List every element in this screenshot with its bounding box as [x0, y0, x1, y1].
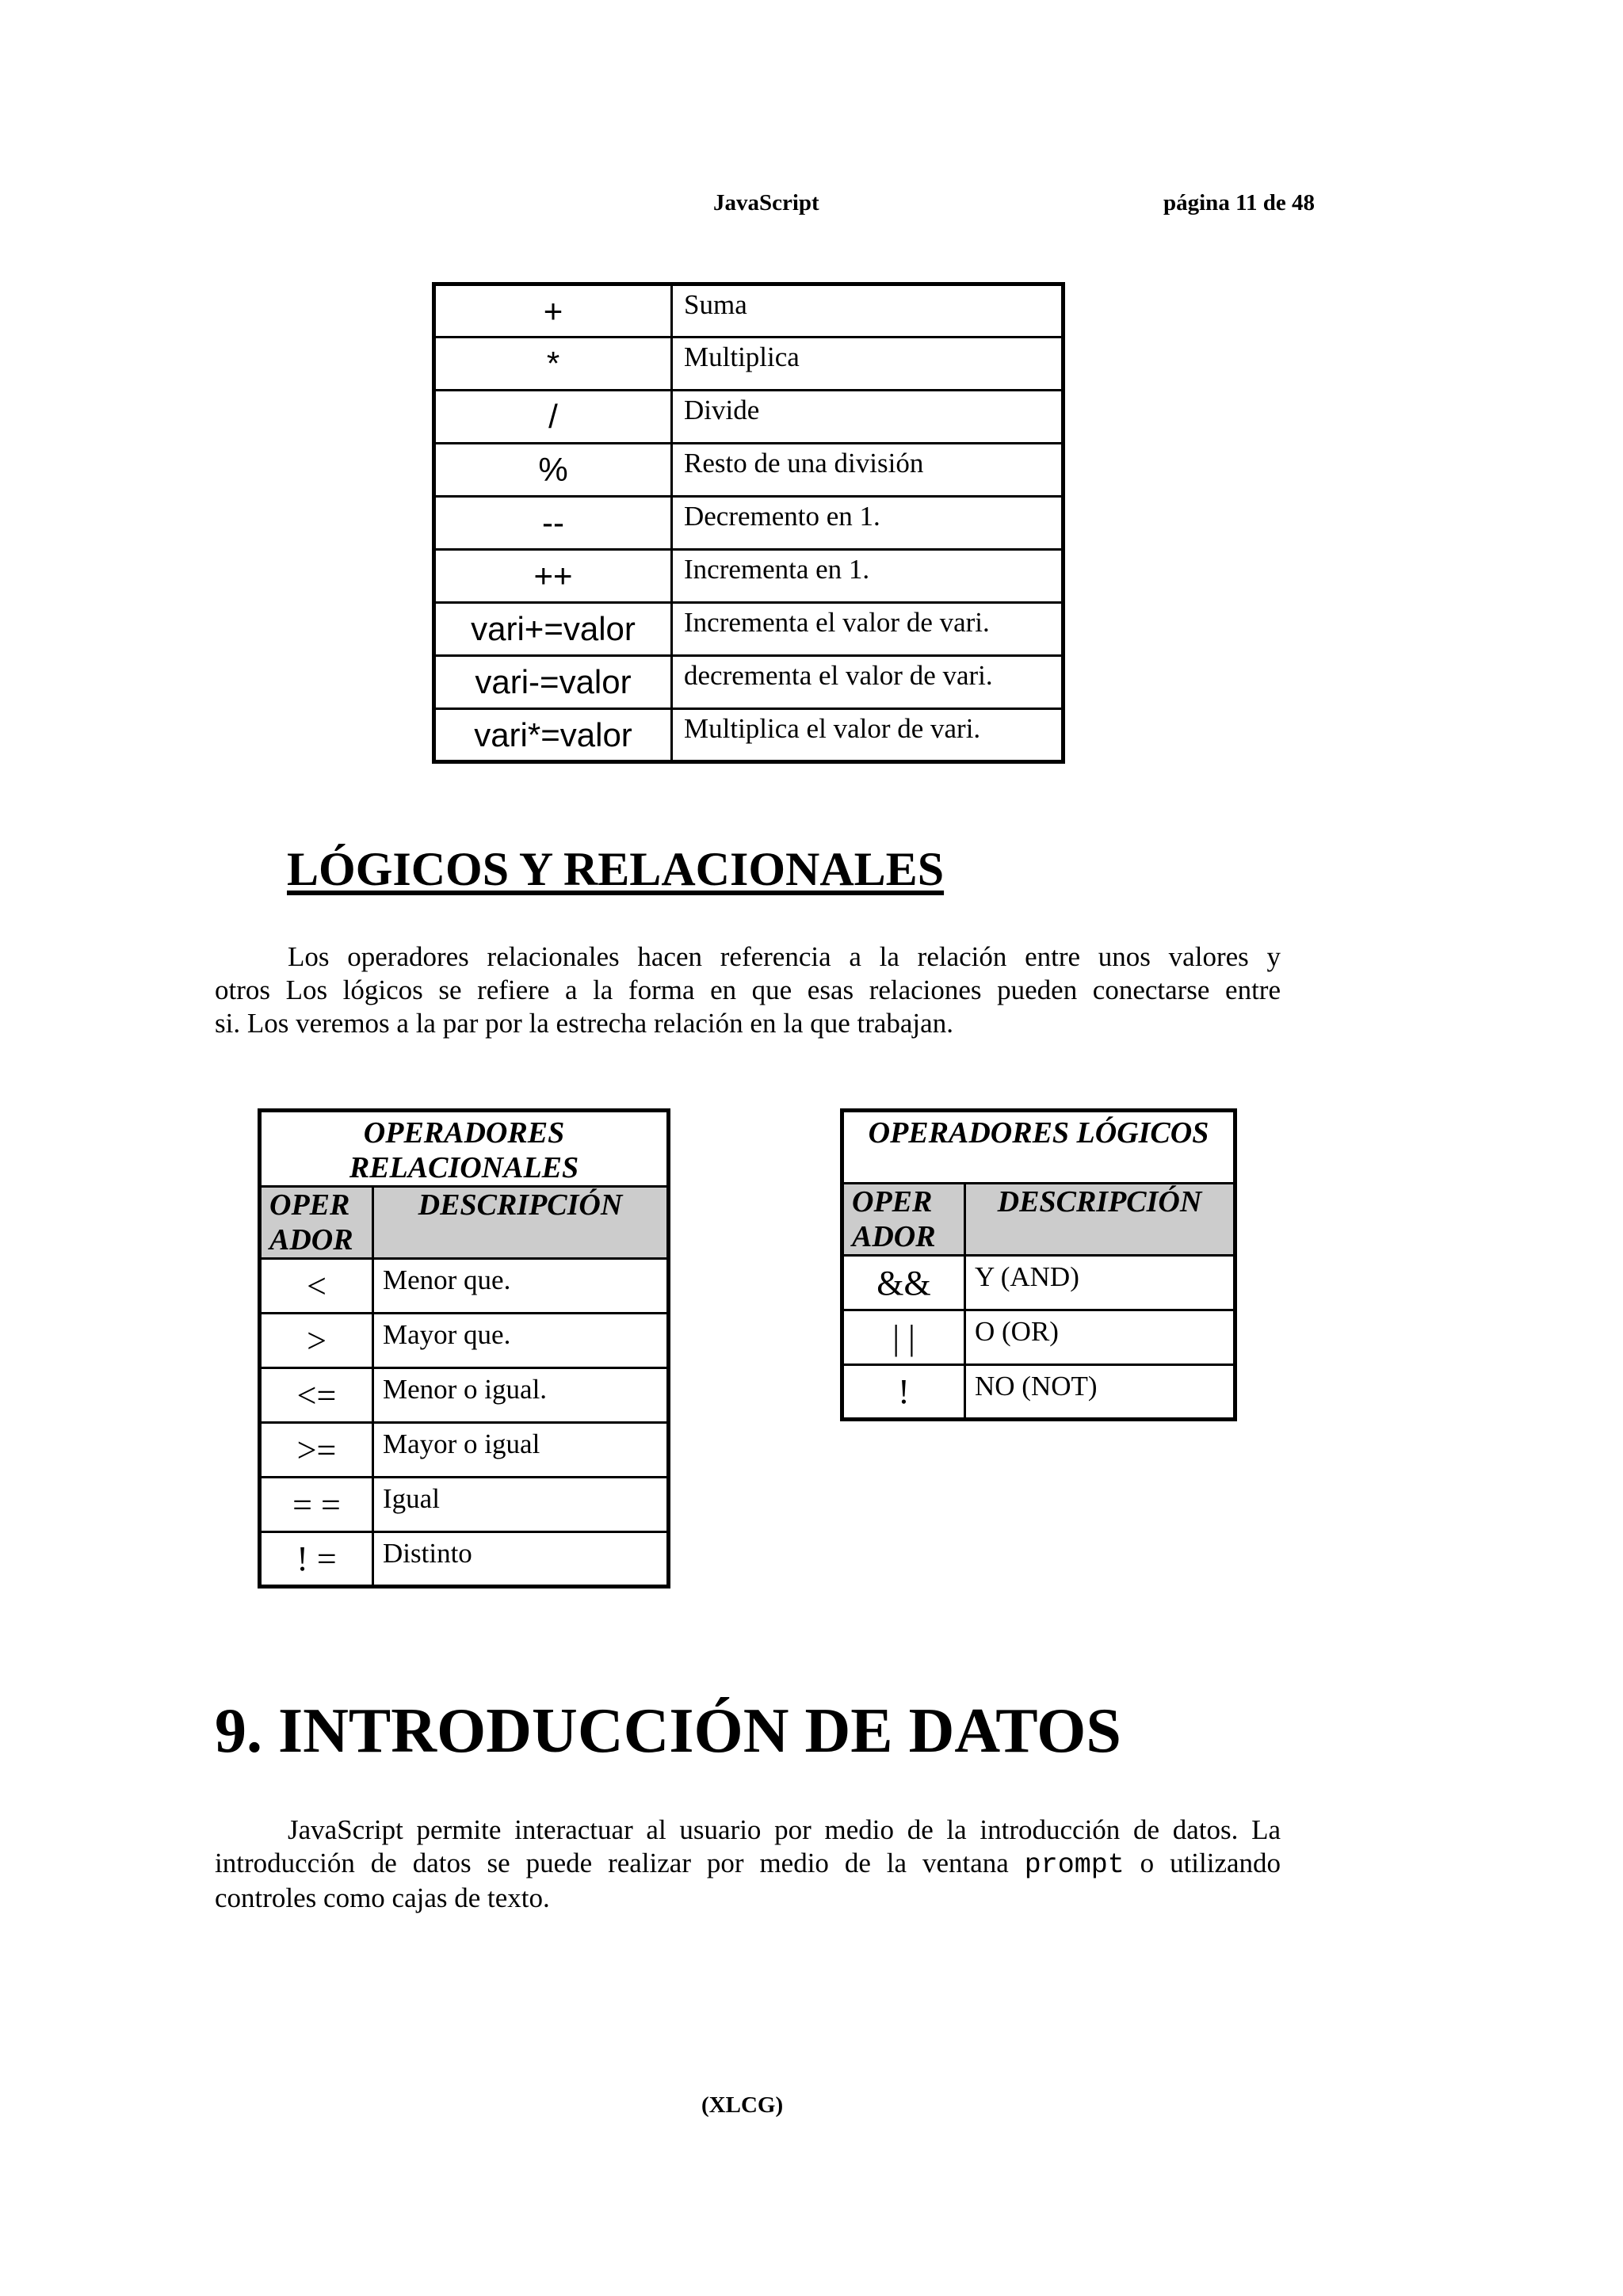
header-line: OPER	[269, 1188, 350, 1222]
paragraph-line: si. Los veremos a la par por la estrecha relación en la que trabajan.	[215, 1008, 953, 1039]
table-row	[260, 1532, 669, 1587]
table-row	[434, 550, 1064, 603]
description-cell: Divide	[672, 391, 1064, 444]
footer-author: (XLCG)	[701, 2092, 784, 2118]
text-run: introducción de datos se puede realizar por medio de la ventana	[215, 1848, 1009, 1878]
operator-cell: +	[434, 284, 672, 338]
table-caption	[260, 1111, 669, 1187]
description-cell: Incrementa en 1.	[672, 550, 1064, 603]
column-header-operator	[842, 1184, 965, 1256]
table-row	[260, 1423, 669, 1478]
description-cell: Incrementa el valor de vari.	[672, 603, 1064, 656]
description-cell: Multiplica el valor de vari.	[672, 709, 1064, 762]
description-cell: NO (NOT)	[965, 1365, 1235, 1420]
arithmetic-operators-table	[432, 282, 1065, 764]
description-cell: decrementa el valor de vari.	[672, 656, 1064, 709]
description-cell: Igual	[373, 1478, 669, 1532]
description-cell: Suma	[672, 284, 1064, 338]
operator-cell: = =	[260, 1478, 373, 1532]
operator-cell: &&	[842, 1256, 965, 1310]
operator-cell: vari+=valor	[434, 603, 672, 656]
table-row	[260, 1478, 669, 1532]
paragraph-line: otros Los lógicos se refiere a la forma en que esas relaciones pueden conectarse entre	[215, 974, 1281, 1005]
description-cell: Y (AND)	[965, 1256, 1235, 1310]
caption-line: OPERADORES	[363, 1116, 565, 1150]
table-row	[842, 1256, 1235, 1310]
operator-cell: ! =	[260, 1532, 373, 1587]
code-prompt: prompt	[1024, 1849, 1125, 1881]
table-row	[434, 603, 1064, 656]
table-row	[260, 1259, 669, 1314]
description-cell: Multiplica	[672, 338, 1064, 391]
paragraph-line: JavaScript permite interactuar al usuario por medio de la introducción de datos. La	[288, 1814, 1281, 1845]
page-number: página 11 de 48	[1163, 190, 1315, 215]
description-cell: Menor o igual.	[373, 1368, 669, 1423]
operator-cell: !	[842, 1365, 965, 1420]
paragraph-line	[215, 1847, 1281, 1882]
table-row	[434, 656, 1064, 709]
table-row	[260, 1314, 669, 1368]
operator-cell: %	[434, 444, 672, 497]
operator-cell: >=	[260, 1423, 373, 1478]
table-row	[260, 1368, 669, 1423]
column-header-operator	[260, 1187, 373, 1259]
table-row	[434, 284, 1064, 338]
paragraph-line: Los operadores relacionales hacen referencia a la relación entre unos valores y	[288, 941, 1281, 972]
table-row	[434, 444, 1064, 497]
section-title-logicos: LÓGICOS Y RELACIONALES	[287, 843, 945, 895]
caption-line: RELACIONALES	[349, 1151, 579, 1184]
table-row	[434, 497, 1064, 550]
running-header-title: JavaScript	[713, 190, 819, 215]
description-cell: Decremento en 1.	[672, 497, 1064, 550]
table-row	[434, 391, 1064, 444]
operator-cell: | |	[842, 1310, 965, 1365]
paragraph-line: controles como cajas de texto.	[215, 1882, 550, 1913]
operator-cell: vari*=valor	[434, 709, 672, 762]
table-row	[842, 1310, 1235, 1365]
header-line: ADOR	[852, 1220, 936, 1253]
operator-cell: *	[434, 338, 672, 391]
column-header-description: DESCRIPCIÓN	[965, 1184, 1235, 1256]
logical-operators-table	[840, 1108, 1237, 1421]
description-cell: Menor que.	[373, 1259, 669, 1314]
table-row	[434, 709, 1064, 762]
operator-cell: vari-=valor	[434, 656, 672, 709]
operator-cell: <=	[260, 1368, 373, 1423]
description-cell: Mayor que.	[373, 1314, 669, 1368]
description-cell: O (OR)	[965, 1310, 1235, 1365]
description-cell: Mayor o igual	[373, 1423, 669, 1478]
header-line: ADOR	[269, 1223, 353, 1257]
intro-paragraph-logicos	[215, 940, 1281, 1040]
table-row	[434, 338, 1064, 391]
operator-cell: <	[260, 1259, 373, 1314]
table-caption: OPERADORES LÓGICOS	[842, 1111, 1235, 1184]
header-line: OPER	[852, 1185, 933, 1219]
operator-cell: ++	[434, 550, 672, 603]
text-run: o utilizando	[1140, 1848, 1281, 1878]
operator-cell: --	[434, 497, 672, 550]
description-cell: Distinto	[373, 1532, 669, 1587]
column-header-description: DESCRIPCIÓN	[373, 1187, 669, 1259]
operator-cell: /	[434, 391, 672, 444]
chapter-title: 9. INTRODUCCIÓN DE DATOS	[215, 1696, 1121, 1766]
relational-operators-table	[258, 1108, 670, 1589]
operator-cell: >	[260, 1314, 373, 1368]
table-row	[842, 1365, 1235, 1420]
description-cell: Resto de una división	[672, 444, 1064, 497]
intro-paragraph-datos	[215, 1814, 1281, 1915]
